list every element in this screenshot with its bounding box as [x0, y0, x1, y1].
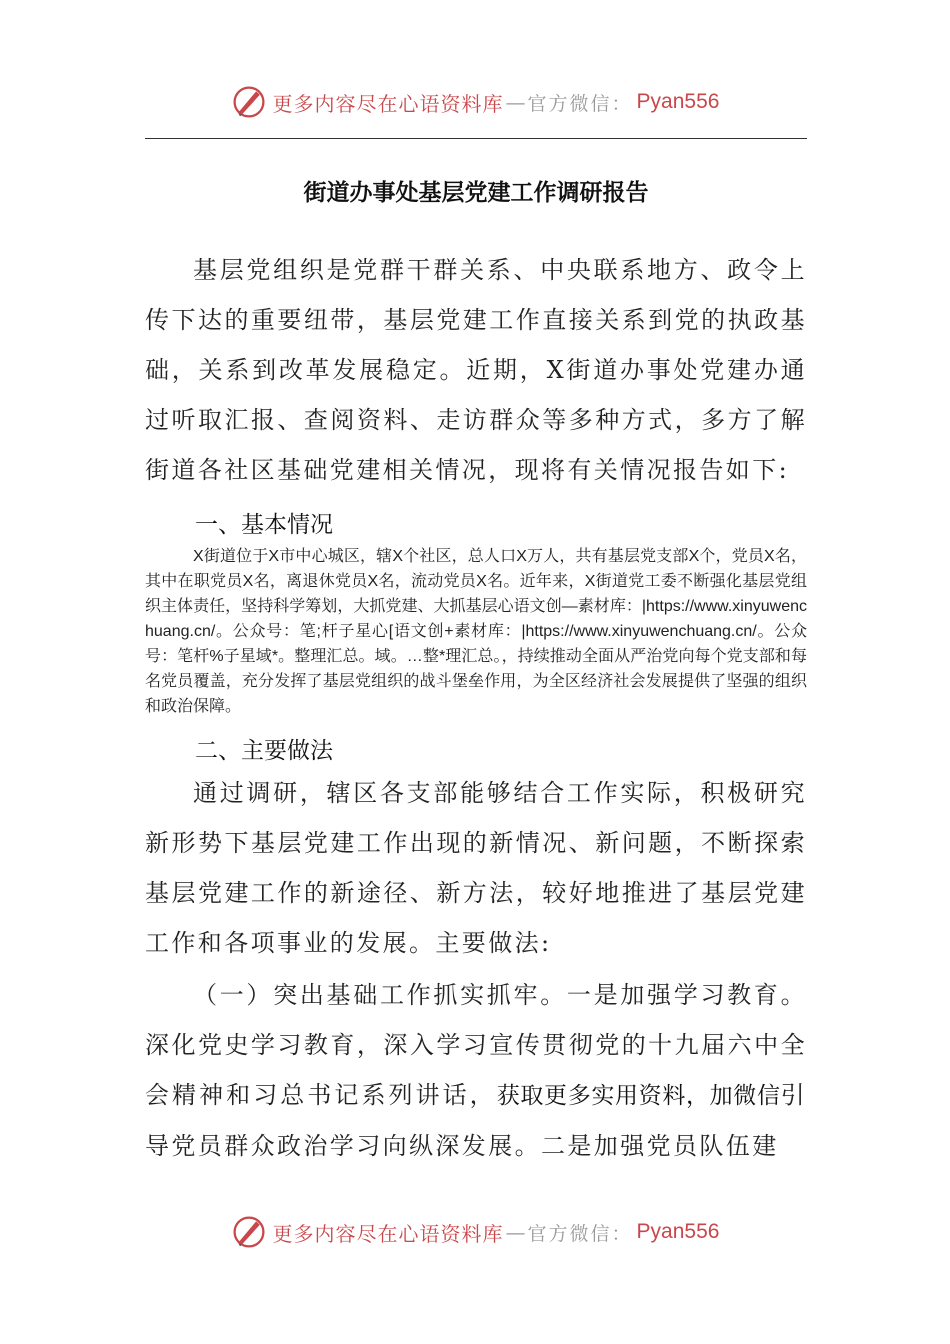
- banner-separator: —: [505, 1220, 526, 1244]
- practices-paragraph: 通过调研，辖区各支部能够结合工作实际，积极研究新形势下基层党建工作出现的新情况、新问题，不断探索基层党建工作的新途径、新方法，较好地推进了基层党建工作和各项事业的发展。主要做法:: [145, 779, 807, 957]
- banner-separator: —: [505, 90, 526, 114]
- section-heading-basic: 一、基本情况: [195, 512, 333, 538]
- banner-wechat-label: 官方微信：: [527, 92, 633, 115]
- banner-wechat-id: Pyan556: [636, 90, 720, 113]
- pen-logo-icon: [231, 84, 267, 120]
- document-title: 街道办事处基层党建工作调研报告: [303, 180, 649, 206]
- basic-situation-paragraph: X街道位于X市中心城区，辖X个社区，总人口X万人，共有基层党支部X个，党员X名，其中在职党员X名，离退休党员X名，流动党员X名。近年来，X街道党工委不断强化基层党组织主体责任，坚持科学筹划，大抓党建、大抓基层心语文创—素材库：|https://www.xinyuwenchuang.cn/。公众号：笔;杆子星心[语文创+素材库：|https://www.xinyuwenchuang.cn/。公众号：笔杆%子星域*。整理汇总。域。…整*理汇总。，持续推动全面从严治党向每个党支部和每名党员覆盖，充分发挥了基层党组织的战斗堡垒作用，为全区经济社会发展提供了坚强的组织和政治保障。: [145, 548, 807, 715]
- pen-logo-icon: [231, 1214, 267, 1250]
- section-heading-practices: 二、主要做法: [195, 738, 333, 764]
- header-watermark-banner: [0, 80, 950, 124]
- banner-text: 更多内容尽在心语资料库: [272, 1221, 504, 1246]
- footer-watermark-banner: [0, 1210, 950, 1254]
- header-divider: [145, 138, 807, 139]
- intro-paragraph: 基层党组织是党群干群关系、中央联系地方、政令上传下达的重要纽带，基层党建工作直接关系到党的执政基础，关系到改革发展稳定。近期，X街道办事处党建办通过听取汇报、查阅资料、走访群众等多种方式，多方了解街道各社区基础党建相关情况，现将有关情况报告如下:: [145, 256, 807, 484]
- subsection-paragraph: [145, 970, 807, 1171]
- banner-wechat-label: 官方微信：: [527, 1222, 633, 1245]
- subsection-text-start: （一）突出基础工作抓实抓牢。一是加强学习教育。深化党史学习教育，深入学习宣传贯彻党的十九届六中全会精神和习总书记系列讲话，: [145, 981, 807, 1109]
- inline-ad-text: 获取更多实用资料，加微信: [496, 1083, 781, 1109]
- subsection-text-end: 引导党员群众政治学习向纵深发展。二是加强党员队伍建: [145, 1081, 808, 1160]
- banner-text: 更多内容尽在心语资料库: [272, 91, 504, 116]
- banner-wechat-id: Pyan556: [636, 1220, 720, 1243]
